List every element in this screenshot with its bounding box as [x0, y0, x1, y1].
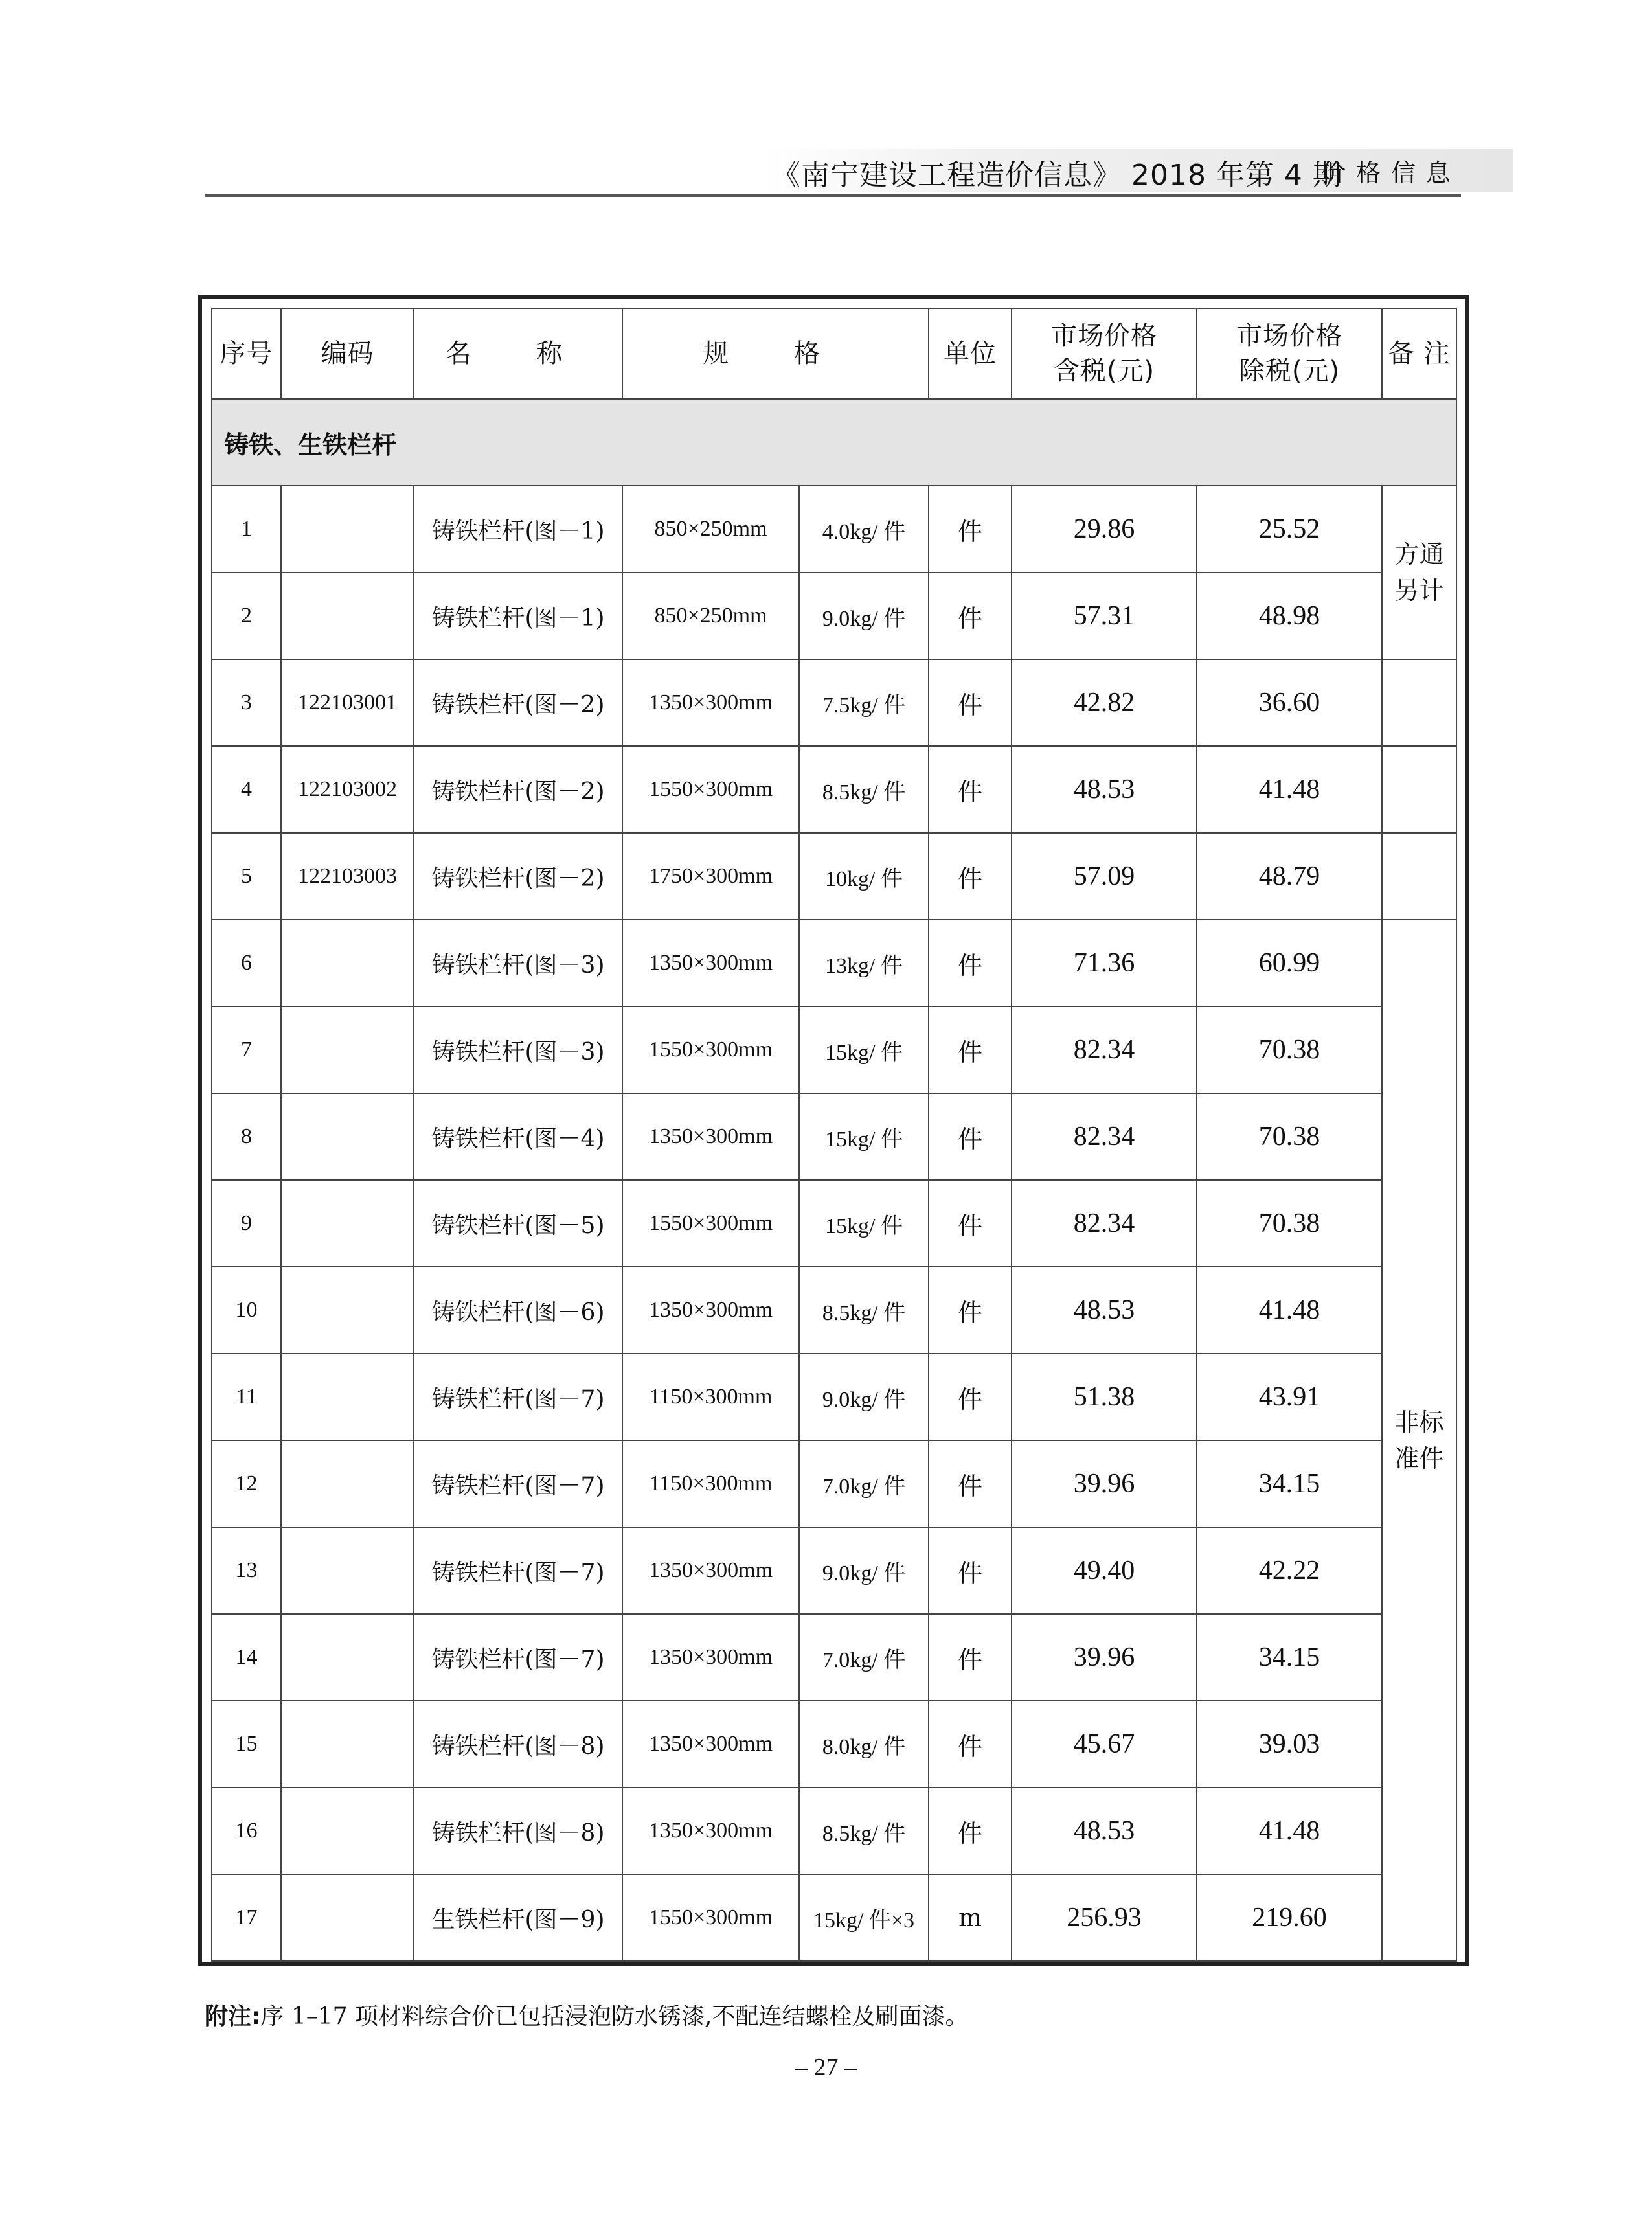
cell-price-notax: 34.15: [1197, 1614, 1382, 1701]
cell-code: [281, 1788, 414, 1874]
cell-weight: 7.5kg/ 件: [799, 659, 929, 746]
col-header-unit: 单位: [929, 308, 1012, 399]
cell-code: [281, 1093, 414, 1180]
col-header-price-notax: [1197, 308, 1382, 399]
footnote-label: 附注:: [205, 2003, 261, 2030]
cell-note-empty: [1382, 833, 1456, 920]
cell-seq: 16: [212, 1788, 281, 1874]
cell-weight: 4.0kg/ 件: [799, 486, 929, 573]
cell-code: [281, 1440, 414, 1527]
cell-seq: 15: [212, 1701, 281, 1788]
cell-unit: 件: [929, 486, 1012, 573]
cell-name: 铸铁栏杆(图－7): [414, 1440, 622, 1527]
cell-size: 1150×300mm: [622, 1354, 799, 1440]
price-table-frame: [198, 295, 1469, 1966]
cell-seq: 2: [212, 573, 281, 659]
cell-price-notax: 70.38: [1197, 1180, 1382, 1267]
cell-price-tax: 39.96: [1012, 1440, 1197, 1527]
cell-price-tax: 57.31: [1012, 573, 1197, 659]
cell-seq: 1: [212, 486, 281, 573]
cell-price-tax: 42.82: [1012, 659, 1197, 746]
cell-price-tax: 57.09: [1012, 833, 1197, 920]
cell-price-notax: 41.48: [1197, 1788, 1382, 1874]
publication-title: 《南宁建设工程造价信息》 2018 年第 4 期: [772, 159, 1342, 192]
cell-weight: 9.0kg/ 件: [799, 573, 929, 659]
note-text: 非标准件: [1394, 1408, 1444, 1473]
cell-size: 1350×300mm: [622, 1267, 799, 1354]
cell-note-rows-6-17: [1382, 920, 1456, 1961]
cell-price-tax: 51.38: [1012, 1354, 1197, 1440]
cell-price-notax: 36.60: [1197, 659, 1382, 746]
cell-size: 1350×300mm: [622, 1093, 799, 1180]
cell-price-tax: 82.34: [1012, 1006, 1197, 1093]
cell-weight: 8.0kg/ 件: [799, 1701, 929, 1788]
cell-unit: 件: [929, 1006, 1012, 1093]
cell-unit: 件: [929, 1093, 1012, 1180]
cell-name: 铸铁栏杆(图－3): [414, 920, 622, 1006]
cell-name: 铸铁栏杆(图－6): [414, 1267, 622, 1354]
cell-code: [281, 1527, 414, 1614]
cell-size: 1550×300mm: [622, 1874, 799, 1961]
cell-price-tax: 82.34: [1012, 1180, 1197, 1267]
cell-unit: 件: [929, 1267, 1012, 1354]
cell-price-tax: 39.96: [1012, 1614, 1197, 1701]
cell-size: 1350×300mm: [622, 1701, 799, 1788]
table-row: [212, 1354, 1456, 1440]
cell-size: 850×250mm: [622, 486, 799, 573]
cell-size: 1150×300mm: [622, 1440, 799, 1527]
cell-name: 铸铁栏杆(图－1): [414, 486, 622, 573]
cell-code: [281, 1006, 414, 1093]
table-row: [212, 659, 1456, 746]
table-row: [212, 1701, 1456, 1788]
cell-price-tax: 71.36: [1012, 920, 1197, 1006]
cell-price-tax: 49.40: [1012, 1527, 1197, 1614]
cell-size: 1550×300mm: [622, 1006, 799, 1093]
cell-price-notax: 42.22: [1197, 1527, 1382, 1614]
col-header-spec: [622, 308, 929, 399]
cell-price-notax: 60.99: [1197, 920, 1382, 1006]
cell-name: 铸铁栏杆(图－4): [414, 1093, 622, 1180]
footnote: [205, 1998, 968, 2031]
cell-size: 1350×300mm: [622, 659, 799, 746]
cell-price-notax: 41.48: [1197, 1267, 1382, 1354]
col-header-price-tax-line1: 市场价格: [1051, 321, 1157, 351]
cell-name: 铸铁栏杆(图－7): [414, 1354, 622, 1440]
cell-seq: 3: [212, 659, 281, 746]
cell-seq: 12: [212, 1440, 281, 1527]
cell-note-rows-1-2: [1382, 486, 1456, 659]
cell-name: 生铁栏杆(图－9): [414, 1874, 622, 1961]
cell-price-tax: 48.53: [1012, 1788, 1197, 1874]
cell-size: 1550×300mm: [622, 1180, 799, 1267]
cell-note-empty: [1382, 746, 1456, 833]
col-header-spec-text: 规 格: [703, 339, 848, 369]
cell-weight: 7.0kg/ 件: [799, 1440, 929, 1527]
cell-size: 1750×300mm: [622, 833, 799, 920]
cell-name: 铸铁栏杆(图－2): [414, 833, 622, 920]
page-header: [205, 149, 1461, 197]
cell-price-notax: 43.91: [1197, 1354, 1382, 1440]
table-row: [212, 1527, 1456, 1614]
table-row: [212, 486, 1456, 573]
table-row: [212, 1614, 1456, 1701]
cell-unit: 件: [929, 1180, 1012, 1267]
cell-weight: 8.5kg/ 件: [799, 1267, 929, 1354]
table-row: [212, 746, 1456, 833]
col-header-price-tax-line2: 含税(元): [1053, 356, 1155, 386]
cell-price-tax: 82.34: [1012, 1093, 1197, 1180]
cell-name: 铸铁栏杆(图－2): [414, 746, 622, 833]
cell-seq: 5: [212, 833, 281, 920]
table-row: [212, 920, 1456, 1006]
note-text: 方通另计: [1394, 540, 1444, 605]
cell-seq: 7: [212, 1006, 281, 1093]
cell-code: [281, 1354, 414, 1440]
cell-price-tax: 48.53: [1012, 746, 1197, 833]
cell-price-notax: 41.48: [1197, 746, 1382, 833]
cell-price-notax: 34.15: [1197, 1440, 1382, 1527]
cell-price-notax: 219.60: [1197, 1874, 1382, 1961]
cell-seq: 13: [212, 1527, 281, 1614]
cell-weight: 10kg/ 件: [799, 833, 929, 920]
section-row: [212, 399, 1456, 486]
table-header-row: [212, 308, 1456, 399]
table-row: [212, 1788, 1456, 1874]
cell-weight: 9.0kg/ 件: [799, 1354, 929, 1440]
section-title: 铸铁、生铁栏杆: [212, 399, 1456, 486]
cell-price-notax: 25.52: [1197, 486, 1382, 573]
cell-unit: 件: [929, 1354, 1012, 1440]
cell-unit: 件: [929, 1788, 1012, 1874]
cell-size: 850×250mm: [622, 573, 799, 659]
table-row: [212, 1440, 1456, 1527]
cell-seq: 8: [212, 1093, 281, 1180]
cell-weight: 8.5kg/ 件: [799, 1788, 929, 1874]
cell-code: [281, 486, 414, 573]
page-number: – 27 –: [795, 2054, 857, 2081]
col-header-name-text: 名 称: [445, 339, 591, 369]
cell-seq: 10: [212, 1267, 281, 1354]
cell-weight: 8.5kg/ 件: [799, 746, 929, 833]
cell-price-notax: 48.98: [1197, 573, 1382, 659]
cell-code: [281, 920, 414, 1006]
cell-note-empty: [1382, 659, 1456, 746]
cell-price-notax: 70.38: [1197, 1006, 1382, 1093]
cell-seq: 9: [212, 1180, 281, 1267]
col-header-price-notax-line2: 除税(元): [1238, 356, 1341, 386]
cell-price-tax: 29.86: [1012, 486, 1197, 573]
cell-seq: 11: [212, 1354, 281, 1440]
cell-code: 122103002: [281, 746, 414, 833]
table-row: [212, 1180, 1456, 1267]
cell-size: 1350×300mm: [622, 1788, 799, 1874]
cell-unit: 件: [929, 1527, 1012, 1614]
cell-name: 铸铁栏杆(图－3): [414, 1006, 622, 1093]
cell-unit: 件: [929, 833, 1012, 920]
cell-code: [281, 573, 414, 659]
cell-unit: 件: [929, 1701, 1012, 1788]
cell-price-notax: 39.03: [1197, 1701, 1382, 1788]
cell-code: [281, 1701, 414, 1788]
table-row: [212, 1006, 1456, 1093]
table-row: [212, 1874, 1456, 1961]
cell-size: 1350×300mm: [622, 1614, 799, 1701]
price-table: [211, 308, 1457, 1962]
cell-price-notax: 70.38: [1197, 1093, 1382, 1180]
cell-name: 铸铁栏杆(图－1): [414, 573, 622, 659]
cell-price-tax: 45.67: [1012, 1701, 1197, 1788]
cell-weight: 15kg/ 件×3: [799, 1874, 929, 1961]
cell-weight: 9.0kg/ 件: [799, 1527, 929, 1614]
cell-code: [281, 1614, 414, 1701]
cell-unit: 件: [929, 746, 1012, 833]
cell-seq: 14: [212, 1614, 281, 1701]
cell-price-tax: 256.93: [1012, 1874, 1197, 1961]
cell-code: [281, 1180, 414, 1267]
cell-seq: 4: [212, 746, 281, 833]
cell-seq: 17: [212, 1874, 281, 1961]
table-row: [212, 833, 1456, 920]
cell-weight: 15kg/ 件: [799, 1093, 929, 1180]
cell-name: 铸铁栏杆(图－7): [414, 1614, 622, 1701]
col-header-note: 备 注: [1382, 308, 1456, 399]
cell-seq: 6: [212, 920, 281, 1006]
table-row: [212, 1093, 1456, 1180]
cell-unit: m: [929, 1874, 1012, 1961]
col-header-seq: 序号: [212, 308, 281, 399]
cell-name: 铸铁栏杆(图－2): [414, 659, 622, 746]
cell-unit: 件: [929, 1614, 1012, 1701]
cell-unit: 件: [929, 1440, 1012, 1527]
cell-unit: 件: [929, 920, 1012, 1006]
col-header-price-notax-line1: 市场价格: [1236, 321, 1342, 351]
footnote-text: 序 1–17 项材料综合价已包括浸泡防水锈漆,不配连结螺栓及刷面漆。: [260, 2003, 969, 2030]
cell-size: 1350×300mm: [622, 920, 799, 1006]
cell-name: 铸铁栏杆(图－8): [414, 1701, 622, 1788]
cell-size: 1350×300mm: [622, 1527, 799, 1614]
cell-code: 122103001: [281, 659, 414, 746]
col-header-price-tax: [1012, 308, 1197, 399]
table-row: [212, 573, 1456, 659]
cell-code: [281, 1874, 414, 1961]
cell-name: 铸铁栏杆(图－5): [414, 1180, 622, 1267]
cell-weight: 15kg/ 件: [799, 1180, 929, 1267]
cell-price-tax: 48.53: [1012, 1267, 1197, 1354]
col-header-name: [414, 308, 622, 399]
section-label: 价格信息: [1320, 159, 1461, 187]
cell-weight: 13kg/ 件: [799, 920, 929, 1006]
cell-weight: 15kg/ 件: [799, 1006, 929, 1093]
cell-unit: 件: [929, 659, 1012, 746]
cell-unit: 件: [929, 573, 1012, 659]
cell-name: 铸铁栏杆(图－8): [414, 1788, 622, 1874]
cell-name: 铸铁栏杆(图－7): [414, 1527, 622, 1614]
col-header-code: 编码: [281, 308, 414, 399]
table-row: [212, 1267, 1456, 1354]
cell-price-notax: 48.79: [1197, 833, 1382, 920]
cell-code: [281, 1267, 414, 1354]
cell-code: 122103003: [281, 833, 414, 920]
cell-weight: 7.0kg/ 件: [799, 1614, 929, 1701]
cell-size: 1550×300mm: [622, 746, 799, 833]
